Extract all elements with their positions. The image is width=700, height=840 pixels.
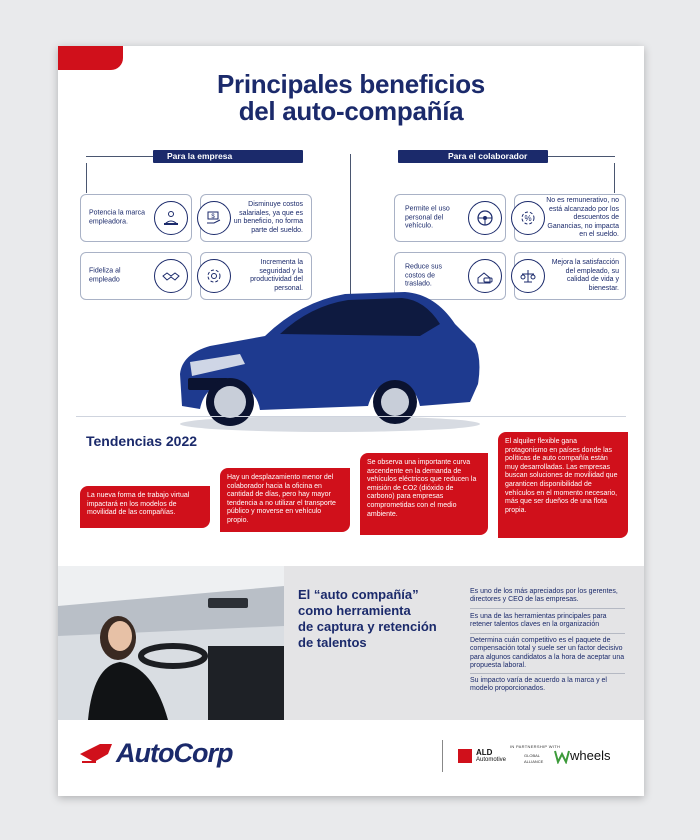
connector-left-bottom	[86, 163, 87, 193]
ald-subtitle: Automotive	[476, 757, 507, 763]
trend-text: Se observa una importante curva ascendente en la demanda de vehículos eléctricos que reducen la emisión de CO2 (dióxido de carbono) para empresas comprometidas con el medio ambiente.	[367, 459, 477, 518]
partnership-label: IN PARTNERSHIP WITH	[510, 744, 561, 749]
wheels-logo-icon	[553, 748, 571, 764]
section-bar-right-line	[548, 156, 615, 157]
footer-separator	[442, 740, 443, 772]
talent-point: Es una de las herramientas principales para retener talentos claves en la organización	[470, 613, 607, 629]
percent-gear-icon	[511, 201, 545, 235]
autocorp-logo-icon	[78, 740, 114, 766]
benefit-text: Mejora la satisfacción del empleado, su calidad de vida y bienestar.	[551, 259, 619, 292]
trends-title: Tendencias 2022	[86, 433, 198, 449]
trend-card-1	[80, 486, 210, 528]
talent-heading-line: de captura y retención	[298, 619, 437, 634]
trend-card-3	[360, 453, 488, 535]
section-bar-empresa	[153, 150, 303, 163]
talent-divider	[470, 633, 625, 634]
trend-card-2	[220, 468, 350, 532]
benefit-text: Reduce sus costos de traslado.	[405, 263, 442, 288]
benefit-text: Incrementa la seguridad y la productividad del personal.	[250, 259, 303, 292]
balance-people-icon	[511, 259, 545, 293]
trend-text: El alquiler flexible gana protagonismo en países donde las políticas de auto compañía están muy desarrolladas. Las empresas buscan soluciones de movilidad que garanticen disponibilidad de vehículos en el momento necesario, más que ser dueños de una flota propia.	[505, 438, 618, 514]
talent-point: Su impacto varía de acuerdo a la marca y el modelo proporcionados.	[470, 677, 607, 693]
talent-divider	[470, 608, 625, 609]
benefit-text: Disminuye costos salariales, ya que es un beneficio, no forma parte del sueldo.	[233, 201, 303, 234]
trends-divider	[76, 416, 626, 417]
benefit-text: No es remunerativo, no está alcanzado por los descuentos de Ganancias, no impacta en el sueldo.	[546, 196, 619, 238]
autocorp-wordmark: AutoCorp	[116, 738, 233, 768]
ald-name: ALD	[476, 748, 493, 757]
talent-divider	[470, 673, 625, 674]
steering-wheel-icon	[468, 201, 502, 235]
infographic-page	[58, 46, 644, 796]
wheels-logo: wheels	[570, 748, 611, 763]
hand-people-icon	[154, 201, 188, 235]
page-title	[58, 71, 644, 125]
talent-point: Determina cuán competitivo es el paquete de compensación total y suele ser un factor decisivo para algunos candidatos a la hora de aceptar una propuesta laboral.	[470, 637, 625, 670]
connector-right-bottom	[614, 163, 615, 193]
talent-heading-line: de talentos	[298, 635, 367, 650]
ald-red-square	[458, 749, 472, 763]
autocorp-logo	[116, 738, 232, 769]
svg-text:%: %	[524, 214, 532, 223]
talent-heading-line: El “auto compañía”	[298, 587, 419, 602]
talent-heading	[298, 587, 437, 651]
section-bar-colaborador	[398, 150, 548, 163]
title-line-1: Principales beneficios	[217, 69, 485, 99]
svg-text:$: $	[211, 214, 215, 220]
title-line-2: del auto-compañía	[238, 96, 464, 126]
talent-point: Es uno de los más apreciados por los gerentes, directores y CEO de las empresas.	[470, 588, 618, 604]
benefit-text: Fideliza al empleado	[89, 267, 121, 283]
talent-heading-line: como herramienta	[298, 603, 411, 618]
benefit-text: Potencia la marca empleadora.	[89, 209, 146, 225]
section-label-empresa: Para la empresa	[167, 151, 233, 161]
trend-card-4	[498, 432, 628, 538]
trend-text: La nueva forma de trabajo virtual impactará en los modelos de movilidad de las compañías.	[87, 492, 190, 517]
money-hand-icon	[197, 201, 231, 235]
global-alliance-label: GLOBAL	[524, 753, 541, 758]
section-bar-left-line	[86, 156, 153, 157]
global-alliance-label: ALLIANCE	[524, 759, 544, 764]
section-label-colaborador: Para el colaborador	[448, 151, 528, 161]
trend-text: Hay un desplazamiento menor del colaborador hacia la oficina en cantidad de días, pero hay mayor tendencia a no utilizar el transporte público y moverse en vehículo propio.	[227, 474, 336, 524]
benefit-text: Permite el uso personal del vehículo.	[405, 205, 450, 230]
red-corner-tab	[58, 46, 123, 70]
car-illustration	[170, 284, 485, 434]
driver-photo	[58, 566, 284, 720]
